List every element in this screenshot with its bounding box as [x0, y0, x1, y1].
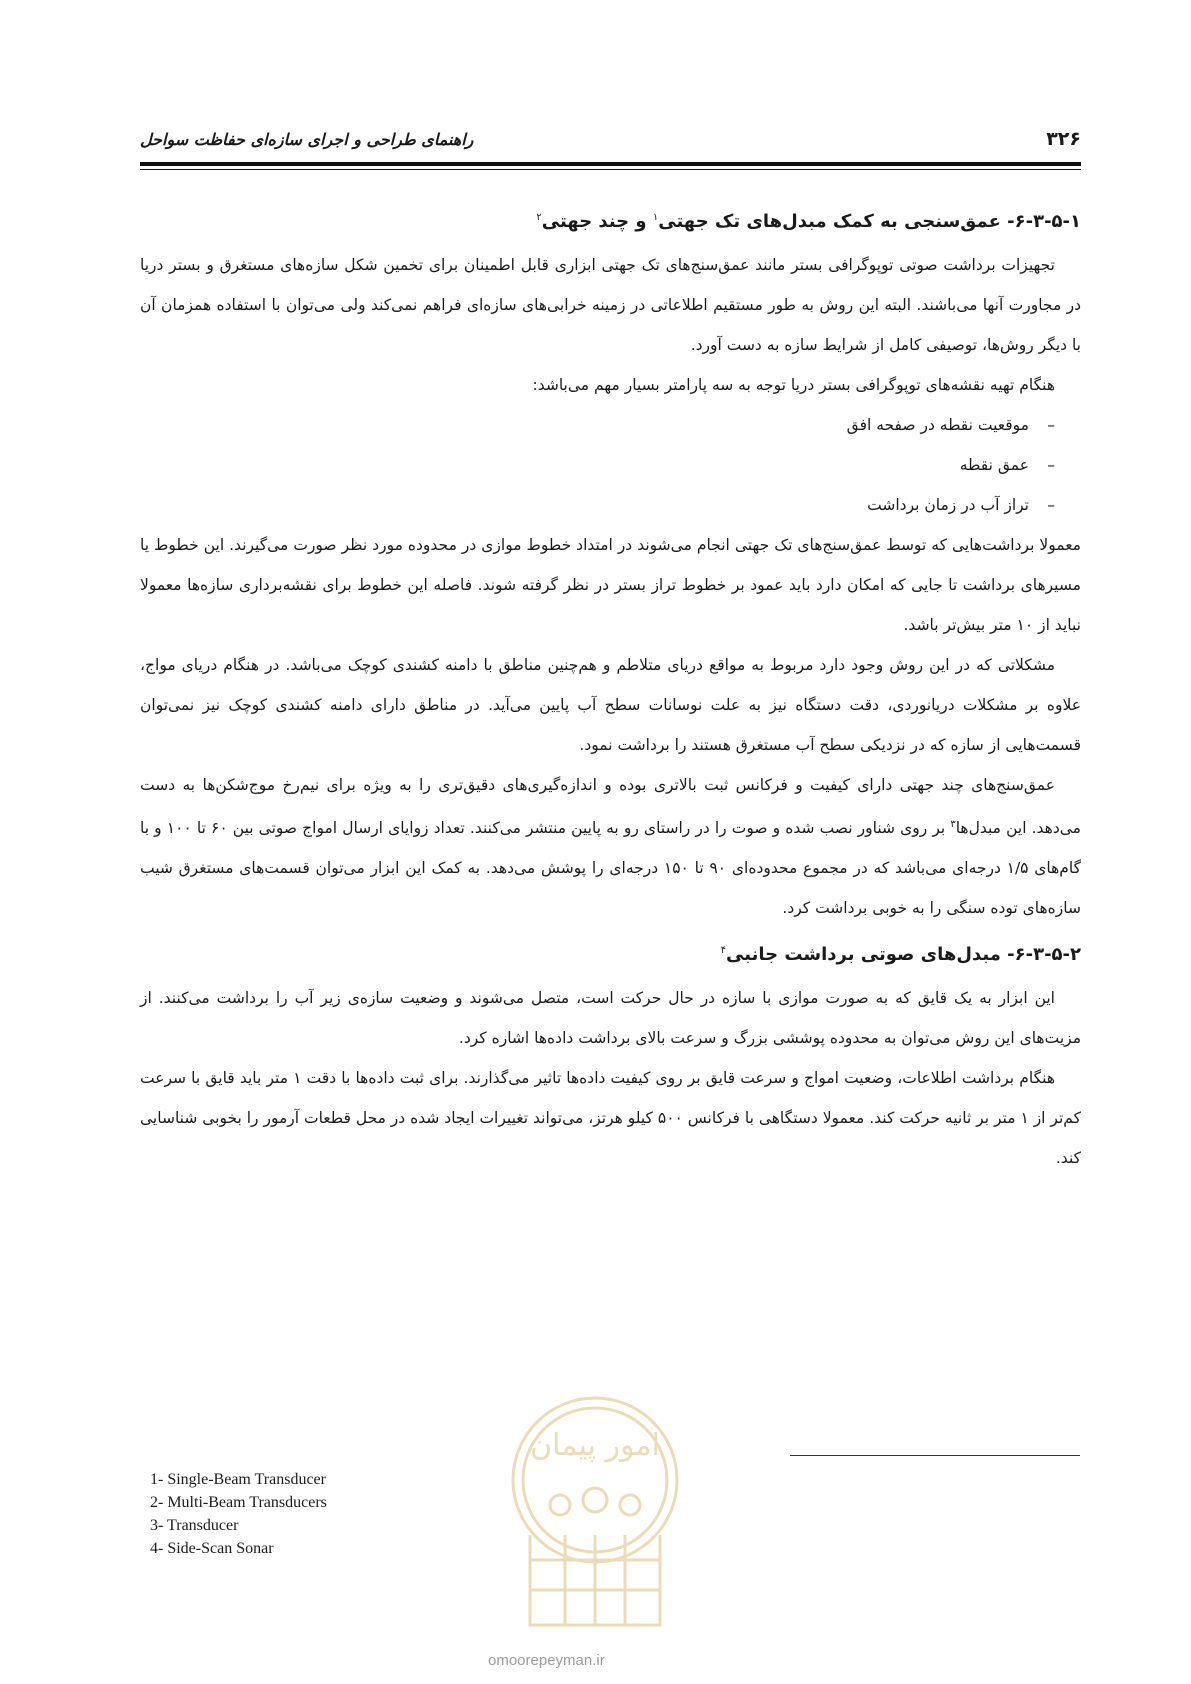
- header-rule: [140, 162, 1081, 166]
- paragraph: معمولا برداشت‌هایی که توسط عمق‌سنج‌های تک جهتی انجام می‌شوند در امتداد خطوط موازی در محدوده مورد نظر صورت می‌گیرند. این خطوط یا مسیرهای برداشت تا جایی که امکان دارد باید عمود بر خطوط تراز بستر در نظر گرفته شوند. فاصله این خطوط برای نقشه‌برداری سازه‌ها معمولا نباید از ۱۰ متر بیش‌تر باشد.: [140, 536, 1081, 634]
- footnote: 3- Transducer: [150, 1517, 239, 1534]
- page-body: [140, 195, 1081, 1178]
- list-item: –عمق نقطه: [959, 456, 1055, 474]
- running-title: راهنمای طراحی و اجرای سازه‌ای حفاظت سواحل: [140, 130, 474, 149]
- footnote-separator: [790, 1455, 1080, 1456]
- page-number: ۳۲۶: [1046, 128, 1081, 150]
- watermark-logo-icon: [490, 1385, 700, 1650]
- paragraph: این ابزار به یک قایق که به صورت موازی با سازه در حال حرکت است، متصل می‌شوند و وضعیت سازه‌ی زیر آب را برداشت می‌کنند. از مزیت‌های این روش می‌توان به محدوده پوششی بزرگ و سرعت بالای برداشت داده‌ها اشاره کرد.: [140, 989, 1081, 1048]
- paragraph: هنگام برداشت اطلاعات، وضعیت امواج و سرعت قایق بر روی کیفیت داده‌ها تاثیر می‌گذارند. برای ثبت داده‌ها با دقت ۱ متر باید قایق با سرعت کم‌تر از ۱ متر بر ثانیه حرکت کند. معمولا دستگاهی با فرکانس ۵۰۰ کیلو هرتز، می‌تواند تغییرات ایجاد شده در محل قطعات آرمور را بخوبی شناسایی کند.: [140, 1069, 1081, 1168]
- list-item: –تراز آب در زمان برداشت: [867, 496, 1055, 514]
- section-heading-1: ۶-۳-۵-۱- عمق‌سنجی به کمک مبدل‌های تک جهتی$^۱$ و چند جهتی$^۲$: [536, 211, 1081, 232]
- footnote: 4- Side-Scan Sonar: [150, 1540, 274, 1557]
- paragraph: عمق‌سنج‌های چند جهتی دارای کیفیت و فرکانس ثبت بالاتری بوده و اندازه‌گیری‌های دقیق‌تری را به ویژه برای نیم‌رخ موج‌شکن‌ها به دست می‌دهد. این مبدل‌ها$^۳$ بر روی شناور نصب شده و صوت را در راستای رو به پایین منتشر می‌کنند. تعداد زوایای ارسال امواج صوتی بین ۶۰ تا ۱۰۰ و با گام‌های ۱/۵ درجه‌ای می‌باشد که در مجموع محدوده‌ای ۹۰ تا ۱۵۰ درجه‌ای را پوشش می‌دهد. به کمک این ابزار می‌توان قسمت‌های مستغرق شیب سازه‌های توده سنگی را به خوبی برداشت کرد.: [140, 776, 1082, 918]
- footnote: 1- Single-Beam Transducer: [150, 1471, 326, 1488]
- svg-text:امور پیمان: امور پیمان: [530, 1428, 660, 1463]
- paragraph: تجهیزات برداشت صوتی توپوگرافی بستر مانند عمق‌سنج‌های تک جهتی ابزاری قابل اطمینان برای تخمین شکل سازه‌های مستغرق و بستر دریا در مجاورت آنها می‌باشند. البته این روش به طور مستقیم اطلاعاتی در زمینه خرابی‌های سازه‌ای فراهم نمی‌کند ولی می‌توان با استفاده همزمان آن با دیگر روش‌ها، توصیفی کامل از شرایط سازه به دست آورد.: [140, 256, 1081, 354]
- watermark-url: omoorepeyman.ir: [488, 1652, 605, 1669]
- parameter-list: [140, 405, 1081, 525]
- header-rule-thin: [140, 169, 1081, 170]
- footnotes: [150, 1468, 327, 1560]
- footnote: 2- Multi-Beam Transducers: [150, 1494, 327, 1511]
- paragraph: مشکلاتی که در این روش وجود دارد مربوط به مواقع دریای متلاطم و هم‌چنین مناطق با دامنه کشندی کوچک می‌باشد. در هنگام دریای مواج، علاوه بر مشکلات دریانوردی، دقت دستگاه نیز به علت نوسانات سطح آب پایین می‌آید. در مناطق دارای دامنه کشندی کوچک نیز نمی‌توان قسمت‌هایی از سازه که در نزدیکی سطح آب مستغرق هستند را برداشت نمود.: [140, 656, 1081, 754]
- list-item: –موقعیت نقطه در صفحه افق: [846, 416, 1055, 434]
- paragraph: هنگام تهیه نقشه‌های توپوگرافی بستر دریا توجه به سه پارامتر بسیار مهم می‌باشد:: [532, 376, 1055, 394]
- section-heading-2: ۶-۳-۵-۲- مبدل‌های صوتی برداشت جانبی$^۴$: [720, 944, 1081, 966]
